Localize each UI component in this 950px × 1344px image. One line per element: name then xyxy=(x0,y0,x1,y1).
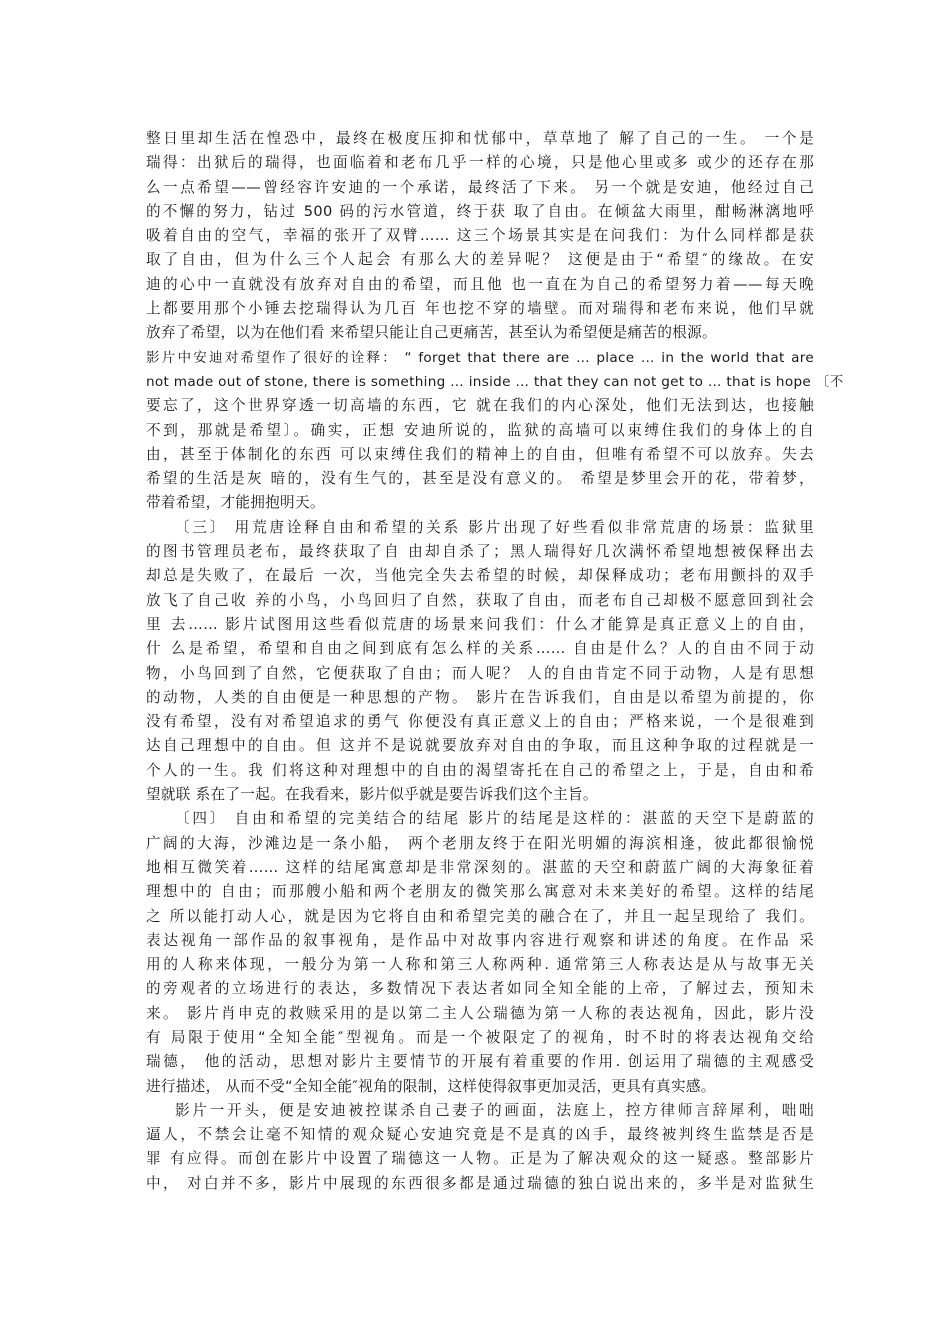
text-line: 罪 有应得。而创在影片中设置了瑞德这一人物。正是为了解决观众的这一疑惑。整部影片 xyxy=(146,1150,814,1168)
text-line: 的不懈的努力，钻过 500 码的污水管道，终于获 取了自由。在倾盆大雨里，酣畅淋漓地呼 xyxy=(146,202,814,220)
text-line: 中， 对白并不多，影片中展现的东西很多都是通过瑞德的独白说出来的，多半是对监狱生 xyxy=(146,1174,814,1192)
text-line: 的动物，人类的自由便是一种思想的产物。 影片在告诉我们，自由是以希望为前提的，你 xyxy=(146,688,814,706)
text-line: 表达视角一部作品的叙事视角，是作品中对故事内容进行观察和讲述的角度。在作品 采 xyxy=(146,931,814,949)
text-line: 没有希望，没有对希望追求的勇气 你便没有真正意义上的自由；严格来说，一个是很难到 xyxy=(146,713,814,731)
text-line: 么一点希望——曾经容许安迪的一个承诺，最终活了下来。 另一个就是安迪，他经过自己 xyxy=(146,178,814,196)
text-line: 达自己理想中的自由。但 这并不是说就要放弃对自由的争取，而且这种争取的过程就是一 xyxy=(146,737,814,755)
text-line: 放飞了自己收 养的小鸟，小鸟回归了自然，获取了自由，而老布自己却极不愿意回到社会 xyxy=(146,591,814,609)
text-line: 却总是失败了，在最后 一次，当他完全失去希望的时候，却保释成功；老布用颤抖的双手 xyxy=(146,567,814,585)
text-line: 什 么是希望，希望和自由之间到底有怎么样的关系…… 自由是什么？人的自由不同于动 xyxy=(146,640,814,658)
text-line: 的图书管理员老布，最终获取了自 由却自杀了；黑人瑞得好几次满怀希望地想被保释出去 xyxy=(146,543,814,561)
text-line: 来。 影片肖申克的救赎采用的是以第二主人公瑞德为第一人称的表达视角，因此，影片没 xyxy=(146,1004,814,1022)
text-line: 影片中安迪对希望作了很好的诠释： “ forget that there are … place … in the world that are xyxy=(146,349,814,366)
text-line: 的旁观者的立场进行的表达，多数情况下表达者如同全知全能的上帝，了解过去，预知未 xyxy=(146,980,814,998)
text-line: 地相互微笑着…… 这样的结尾寓意却是非常深刻的。湛蓝的天空和蔚蓝广阔的大海象征着 xyxy=(146,858,814,876)
text-line: 有 局限于使用“全知全能″型视角。而是一个被限定了的视角，时不时的将表达视角交给 xyxy=(146,1028,814,1046)
text-line: 吸着自由的空气，幸福的张开了双臂…… 这三个场景其实是在问我们：为什么同样都是获 xyxy=(146,227,814,245)
text-line: 带着希望，才能拥抱明天。 xyxy=(146,494,325,512)
text-line: 逼人，不禁会让毫不知情的观众疑心安迪究竟是不是真的凶手，最终被判终生监禁是否是 xyxy=(146,1126,814,1144)
text-line: 迪的心中一直就没有放弃对自由的希望，而且他 也一直在为自己的希望努力着——每天晚 xyxy=(146,275,814,293)
text-line: 取了自由，但为什么三个人起会 有那么大的差异呢？ 这便是由于“希望″的缘故。在安 xyxy=(146,251,814,269)
text-line: 进行描述， 从而不受“全知全能″视角的限制，这样使得叙事更加灵活，更具有真实感。 xyxy=(146,1077,716,1095)
text-line: 〔三〕 用荒唐诠释自由和希望的关系 影片出现了好些看似非常荒唐的场景：监狱里 xyxy=(175,518,814,536)
text-line: 里 去…… 影片试图用这些看似荒唐的场景来问我们：什么才能算是真正意义上的自由， xyxy=(146,615,814,633)
text-line: 影片一开头，便是安迪被控谋杀自己妻子的画面，法庭上，控方律师言辞犀利，咄咄 xyxy=(175,1101,814,1119)
text-line: 物，小鸟回到了自然，它便获取了自由；而人呢？ 人的自由肯定不同于动物，人是有思想 xyxy=(146,664,814,682)
text-line: 个人的一生。我 们将这种对理想中的自由的渴望寄托在自己的希望之上，于是，自由和希 xyxy=(146,761,814,779)
text-line: 瑞得：出狱后的瑞得，也面临着和老布几乎一样的心境，只是他心里或多 或少的还存在那 xyxy=(146,154,814,172)
text-line: 放弃了希望，以为在他们看 来希望只能让自己更痛苦，甚至认为希望便是痛苦的根源。 xyxy=(146,324,717,342)
text-line: 由，甚至于体制化的东西 可以束缚住我们的精神上的自由，但唯有希望不可以放弃。失去 xyxy=(146,445,814,463)
text-line: 瑞德， 他的活动，思想对影片主要情节的开展有着重要的作用. 创运用了瑞德的主观感受 xyxy=(146,1053,814,1071)
text-line: 要忘了，这个世界穿透一切高墙的东西，它 就在我们的内心深处，他们无法到达，也接触 xyxy=(146,397,814,415)
text-line: 用的人称来体现，一般分为第一人称和第三人称两种. 通常第三人称表达是从与故事无关 xyxy=(146,956,814,974)
text-line: 望就联 系在了一起。在我看来，影片似乎就是要告诉我们这个主旨。 xyxy=(146,786,598,804)
text-line: 上都要用那个小锤去挖瑞得认为几百 年也挖不穿的墙壁。而对瑞得和老布来说，他们早就 xyxy=(146,300,814,318)
text-line: 〔四〕 自由和希望的完美结合的结尾 影片的结尾是这样的：湛蓝的天空下是蔚蓝的 xyxy=(175,810,814,828)
text-line: not made out of stone, there is something … inside … that they can not get to … that is hope 〔不 xyxy=(146,373,844,390)
text-line: 整日里却生活在惶恐中，最终在极度压抑和忧郁中，草草地了 解了自己的一生。 一个是 xyxy=(146,130,814,147)
text-line: 之 所以能打动人心，就是因为它将自由和希望完美的融合在了，并且一起呈现给了 我们。 xyxy=(146,907,814,925)
body-text xyxy=(146,127,844,1196)
text-line: 不到，那就是希望〕。确实，正想 安迪所说的，监狱的高墙可以束缚住我们的身体上的自 xyxy=(146,421,814,439)
text-line: 希望的生活是灰 暗的，没有生气的，甚至是没有意义的。 希望是梦里会开的花，带着梦， xyxy=(146,470,814,488)
text-line: 广阔的大海，沙滩边是一条小船， 两个老朋友终于在阳光明媚的海滨相逢，彼此都很愉悦 xyxy=(146,834,814,852)
text-line: 理想中的 自由；而那艘小船和两个老朋友的微笑那么寓意对未来美好的希望。这样的结尾 xyxy=(146,883,814,901)
